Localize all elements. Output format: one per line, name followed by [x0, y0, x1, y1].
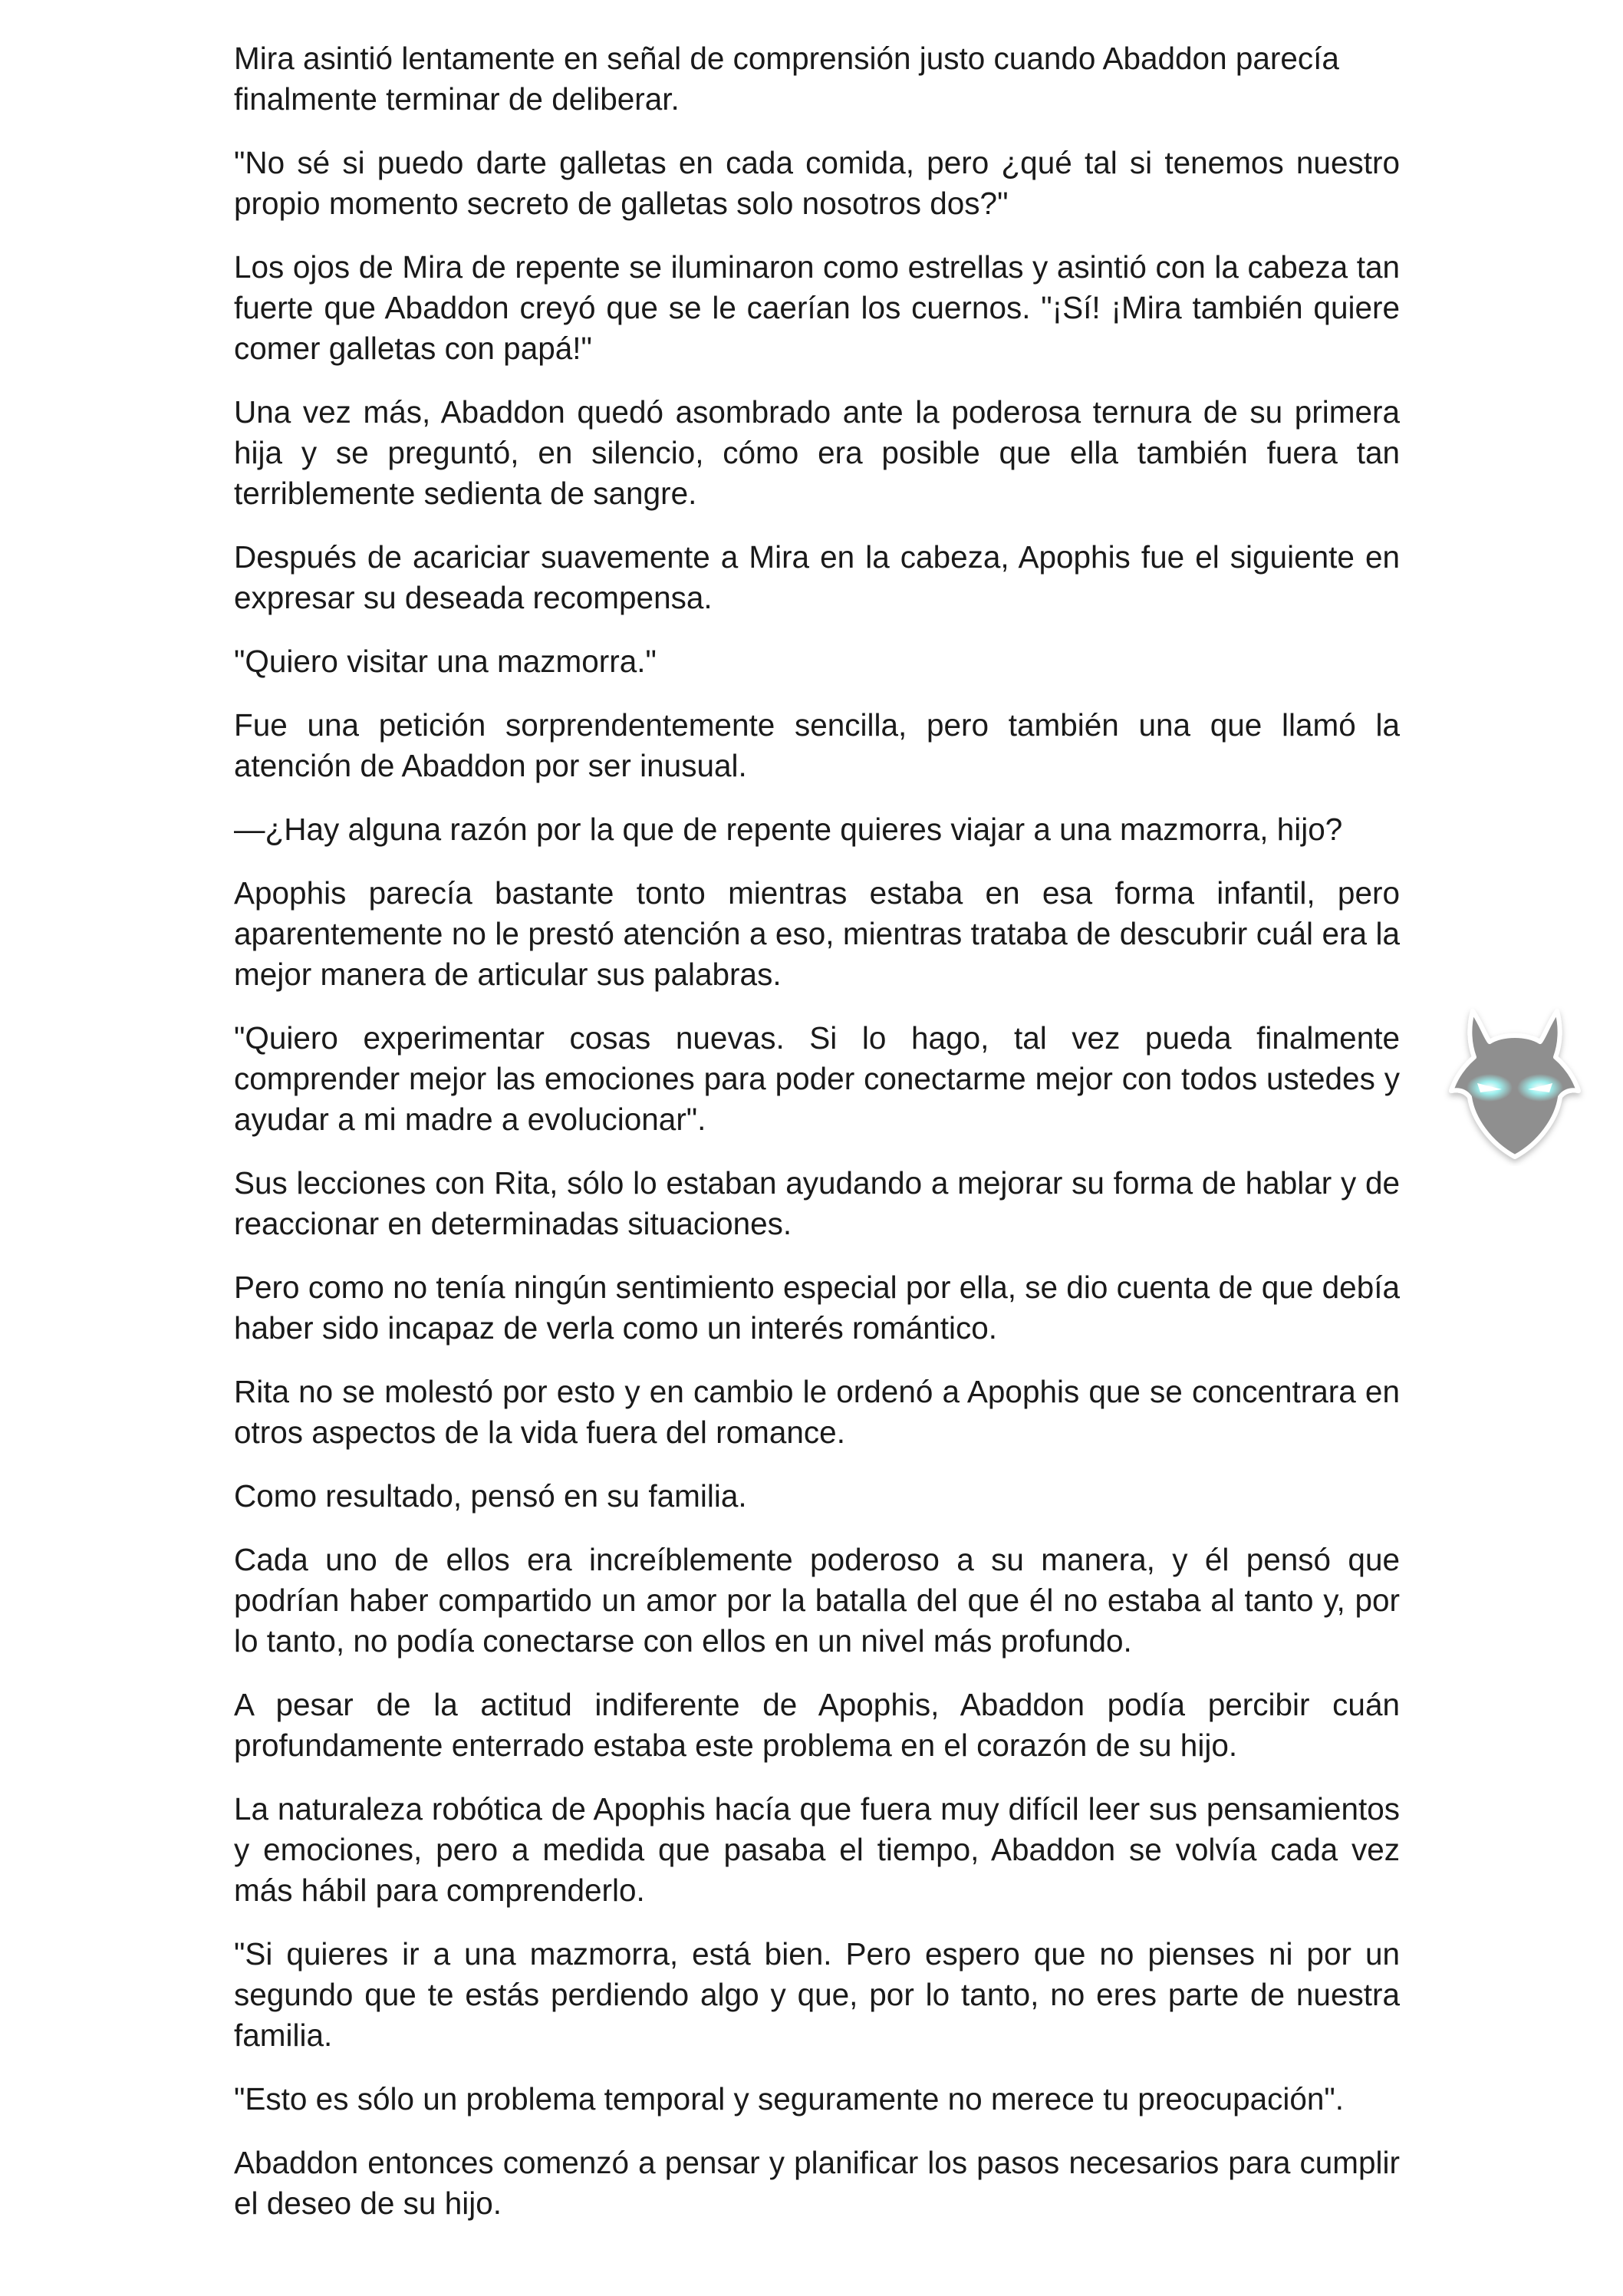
paragraph-15: Cada uno de ellos era increíblemente poderoso a su manera, y él pensó que podrían haber compartido un amor por la batalla del que él no estaba al tanto y, por lo tanto, no podía conectarse con ellos en un nivel más profundo.: [234, 1542, 1400, 1659]
paragraph-10: "Quiero experimentar cosas nuevas. Si lo hago, tal vez pueda finalmente comprender mejor las emociones para poder conectarme mejor con todos ustedes y ayudar a mi madre a evolucionar".: [234, 1020, 1400, 1137]
paragraph-6: "Quiero visitar una mazmorra.": [234, 644, 657, 679]
paragraph-7: Fue una petición sorprendentemente sencilla, pero también una que llamó la atención de Abaddon por ser inusual.: [234, 707, 1400, 783]
paragraph-20: Abaddon entonces comenzó a pensar y planificar los pasos necesarios para cumplir el deseo de su hijo.: [234, 2145, 1400, 2221]
paragraph-13: Rita no se molestó por esto y en cambio le ordenó a Apophis que se concentrara en otros aspectos de la vida fuera del romance.: [234, 1374, 1400, 1450]
paragraph-9: Apophis parecía bastante tonto mientras estaba en esa forma infantil, pero aparentemente no le prestó atención a eso, mientras trataba de descubrir cuál era la mejor manera de articular sus palabras.: [234, 875, 1400, 992]
document-body: [234, 38, 1400, 2247]
paragraph-3: Los ojos de Mira de repente se iluminaron como estrellas y asintió con la cabeza tan fuerte que Abaddon creyó que se le caerían los cuernos. "¡Sí! ¡Mira también quiere comer galletas con papá!": [234, 249, 1400, 366]
paragraph-16: A pesar de la actitud indiferente de Apophis, Abaddon podía percibir cuán profundamente enterrado estaba este problema en el corazón de su hijo.: [234, 1687, 1400, 1763]
paragraph-1: Mira asintió lentamente en señal de comprensión justo cuando Abaddon parecía finalmente terminar de deliberar.: [234, 41, 1339, 117]
paragraph-19: "Esto es sólo un problema temporal y seguramente no merece tu preocupación".: [234, 2081, 1345, 2116]
paragraph-5: Después de acariciar suavemente a Mira en la cabeza, Apophis fue el siguiente en expresar su deseada recompensa.: [234, 539, 1400, 615]
paragraph-14: Como resultado, pensó en su familia.: [234, 1478, 747, 1514]
paragraph-2: "No sé si puedo darte galletas en cada comida, pero ¿qué tal si tenemos nuestro propio momento secreto de galletas solo nosotros dos?": [234, 145, 1400, 221]
paragraph-18: "Si quieres ir a una mazmorra, está bien. Pero espero que no pienses ni por un segundo que te estás perdiendo algo y que, por lo tanto, no eres parte de nuestra familia.: [234, 1936, 1400, 2053]
paragraph-12: Pero como no tenía ningún sentimiento especial por ella, se dio cuenta de que debía haber sido incapaz de verla como un interés romántico.: [234, 1270, 1400, 1346]
paragraph-8: —¿Hay alguna razón por la que de repente quieres viajar a una mazmorra, hijo?: [234, 812, 1343, 847]
paragraph-4: Una vez más, Abaddon quedó asombrado ante la poderosa ternura de su primera hija y se preguntó, en silencio, cómo era posible que ella también fuera tan terriblemente sedienta de sangre.: [234, 394, 1400, 511]
demon-head-icon: [1442, 997, 1588, 1166]
paragraph-11: Sus lecciones con Rita, sólo lo estaban ayudando a mejorar su forma de hablar y de reaccionar en determinadas situaciones.: [234, 1165, 1400, 1241]
paragraph-17: La naturaleza robótica de Apophis hacía que fuera muy difícil leer sus pensamientos y emociones, pero a medida que pasaba el tiempo, Abaddon se volvía cada vez más hábil para comprenderlo.: [234, 1791, 1400, 1908]
